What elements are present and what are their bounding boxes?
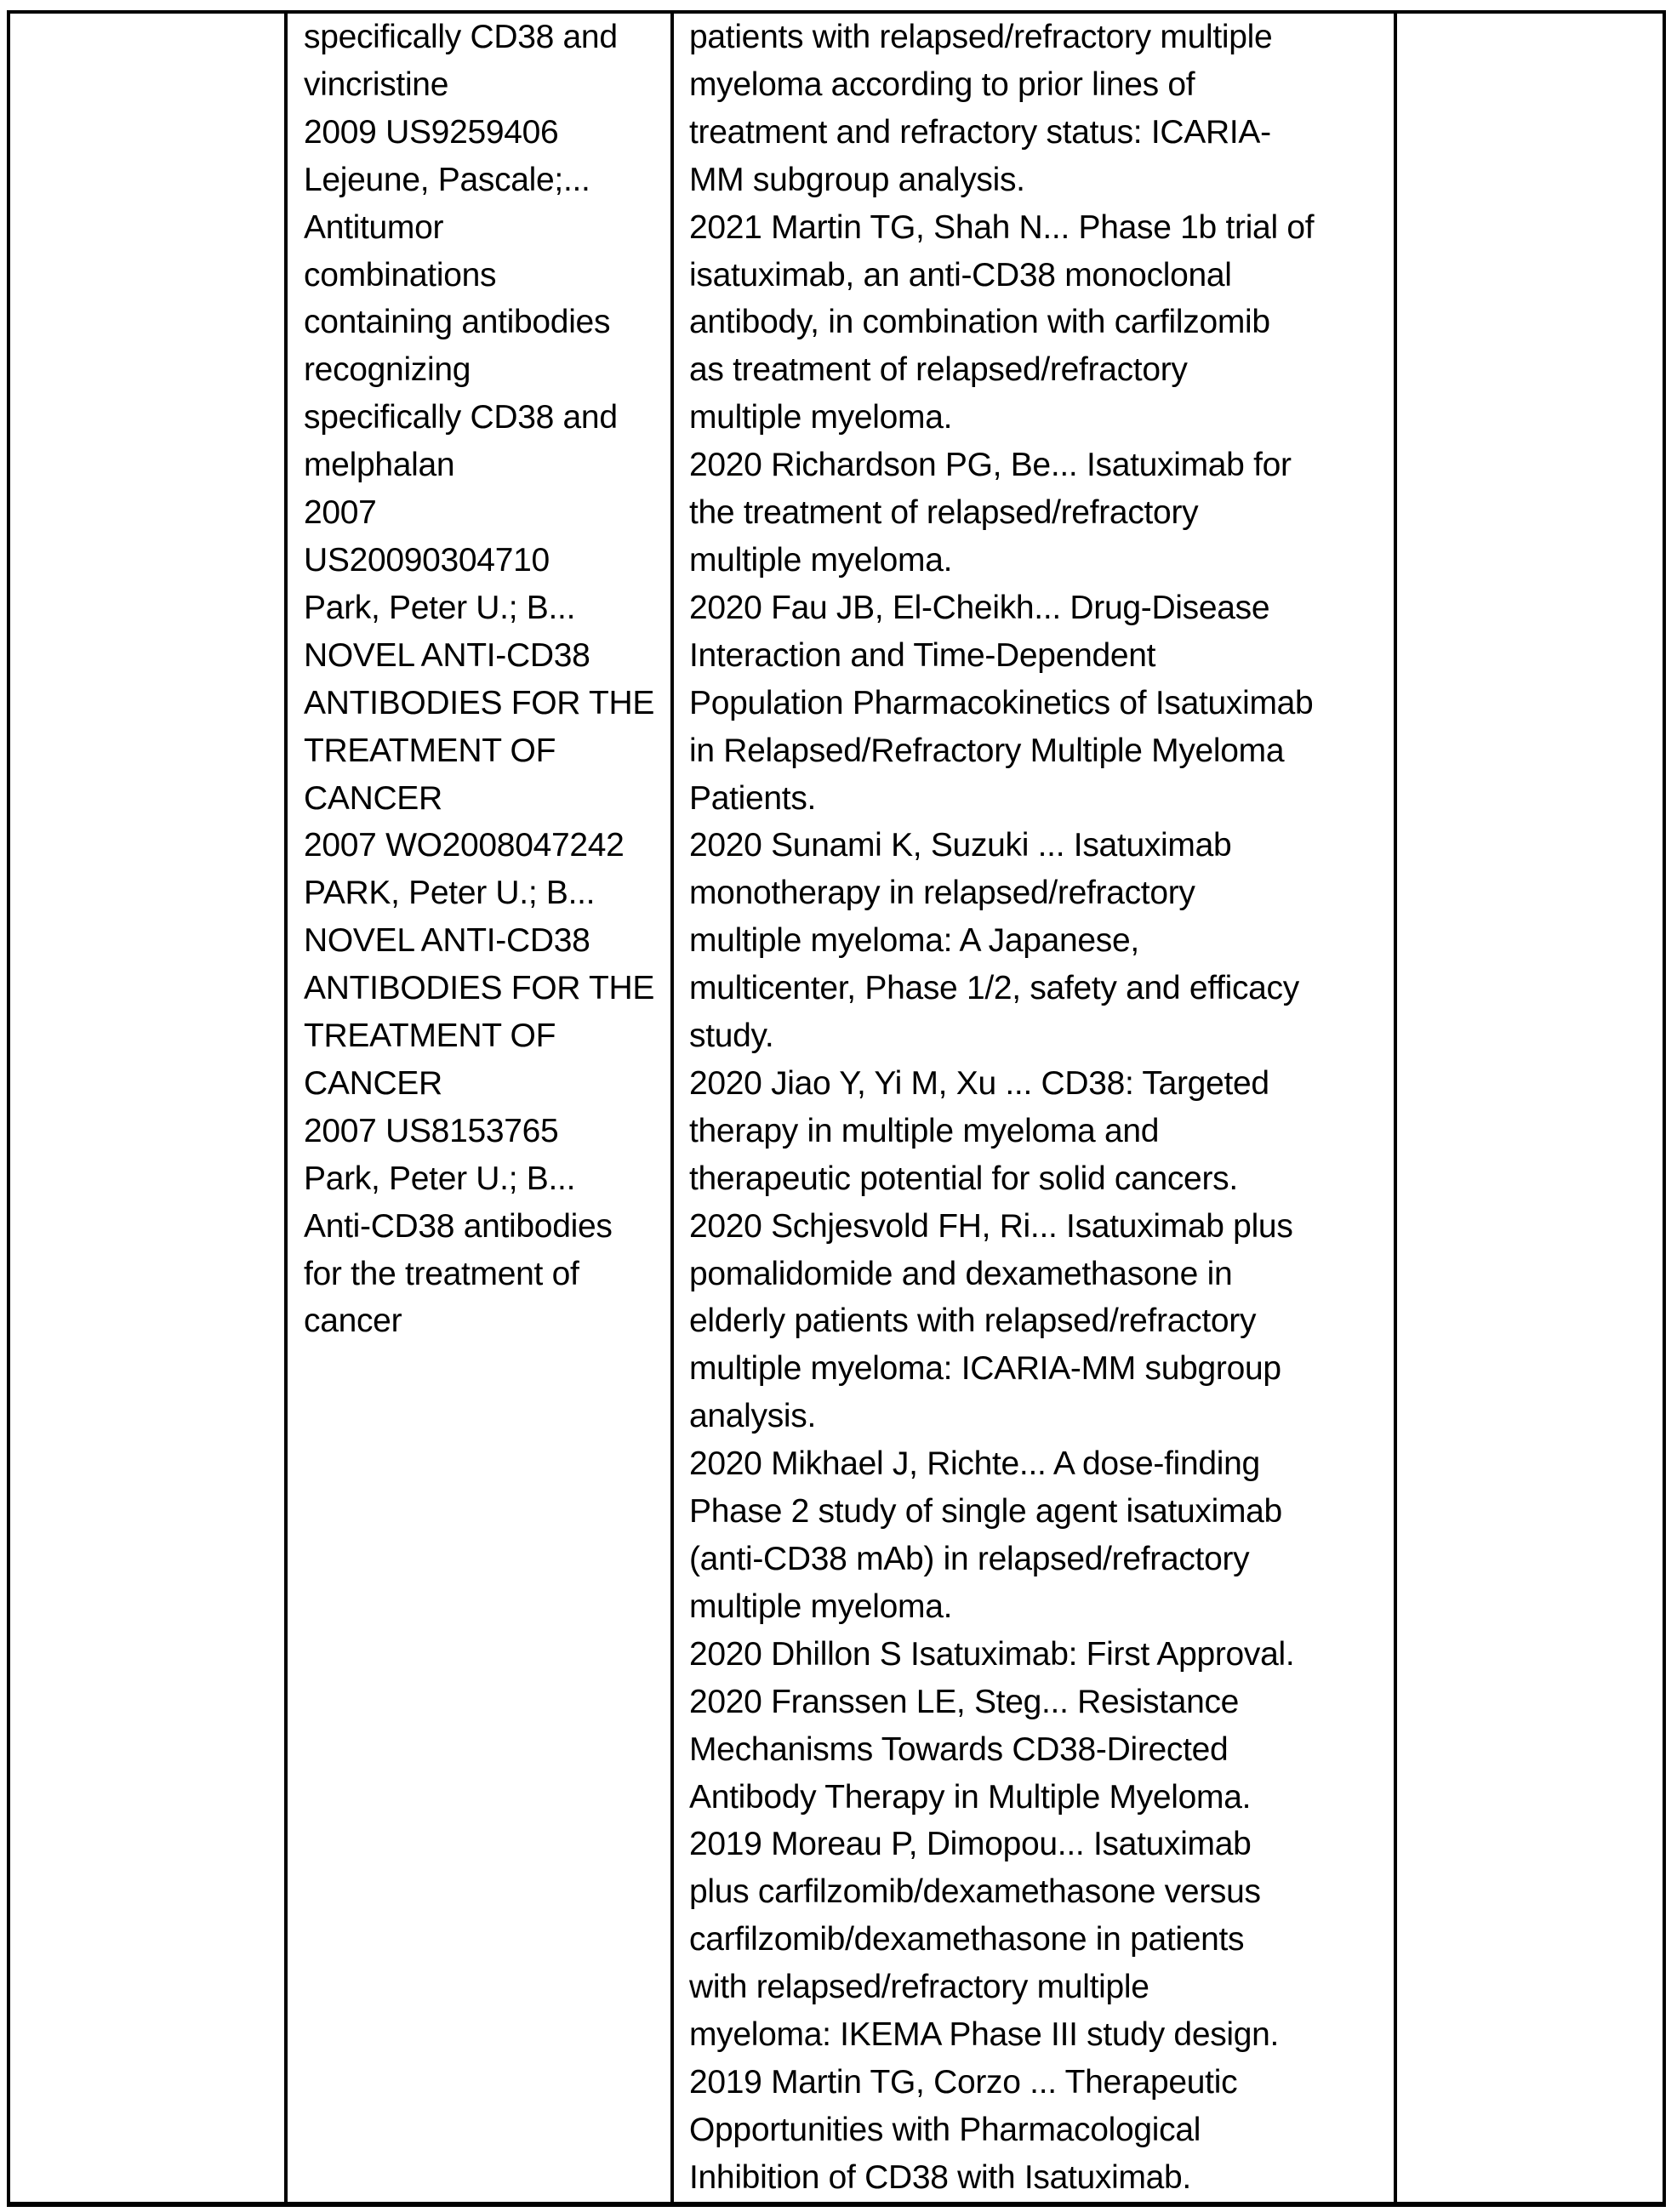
text-line: elderly patients with relapsed/refractory xyxy=(689,1303,1257,1340)
text-line: therapy in multiple myeloma and xyxy=(689,1112,1160,1149)
text-line: recognizing xyxy=(304,351,471,389)
text-line: PARK, Peter U.; B... xyxy=(304,875,596,912)
text-line: study. xyxy=(689,1018,774,1055)
text-line: 2020 Fau JB, El-Cheikh... Drug-Disease xyxy=(689,589,1270,626)
text-line: 2020 Sunami K, Suzuki ... Isatuximab xyxy=(689,827,1232,864)
references-table xyxy=(7,10,1666,2207)
text-line: isatuximab, an anti-CD38 monoclonal xyxy=(689,256,1232,294)
publications-cell xyxy=(674,14,1397,2202)
patents-cell xyxy=(288,14,674,2202)
text-line: 2007 WO2008047242 xyxy=(304,827,625,864)
text-line: multiple myeloma: ICARIA-MM subgroup xyxy=(689,1350,1281,1388)
text-line: 2020 Jiao Y, Yi M, Xu ... CD38: Targeted xyxy=(689,1064,1269,1102)
text-line: ANTIBODIES FOR THE xyxy=(304,970,655,1007)
text-line: specifically CD38 and xyxy=(304,19,618,55)
text-line: 2019 Martin TG, Corzo ... Therapeutic xyxy=(689,2063,1238,2101)
text-line: 2021 Martin TG, Shah N... Phase 1b trial of xyxy=(689,208,1315,246)
text-line: melphalan xyxy=(304,447,455,484)
text-line: 2009 US9259406 xyxy=(304,113,559,151)
text-line: Phase 2 study of single agent isatuximab xyxy=(689,1493,1282,1531)
text-line: TREATMENT OF xyxy=(304,732,556,769)
text-line: multiple myeloma. xyxy=(689,1588,953,1625)
text-line: myeloma according to prior lines of xyxy=(689,66,1195,103)
text-line: multiple myeloma. xyxy=(689,399,953,436)
text-line: carfilzomib/dexamethasone in patients xyxy=(689,1921,1245,1958)
text-line: Opportunities with Pharmacological xyxy=(689,2111,1201,2148)
text-line: Lejeune, Pascale;... xyxy=(304,161,590,198)
text-line: CANCER xyxy=(304,1064,442,1102)
text-line: MM subgroup analysis. xyxy=(689,161,1025,198)
text-line: therapeutic potential for solid cancers. xyxy=(689,1160,1238,1197)
text-line: for the treatment of xyxy=(304,1255,579,1292)
text-line: NOVEL ANTI-CD38 xyxy=(304,636,590,674)
text-line: multiple myeloma. xyxy=(689,541,953,579)
text-line: ANTIBODIES FOR THE xyxy=(304,684,655,721)
text-line: (anti-CD38 mAb) in relapsed/refractory xyxy=(689,1541,1250,1577)
text-line: Antitumor xyxy=(304,208,444,246)
text-line: containing antibodies xyxy=(304,304,611,341)
text-line: 2020 Mikhael J, Richte... A dose-finding xyxy=(689,1445,1260,1483)
text-line: with relapsed/refractory multiple xyxy=(689,1969,1149,2006)
text-line: Interaction and Time-Dependent xyxy=(689,636,1156,674)
empty-cell-right xyxy=(1397,14,1663,2202)
text-line: in Relapsed/Refractory Multiple Myeloma xyxy=(689,732,1285,769)
text-line: 2020 Dhillon S Isatuximab: First Approval. xyxy=(689,1635,1295,1673)
text-line: 2007 xyxy=(304,494,377,532)
text-line: as treatment of relapsed/refractory xyxy=(689,351,1188,389)
text-line: multiple myeloma: A Japanese, xyxy=(689,922,1139,960)
text-line: Park, Peter U.; B... xyxy=(304,1160,576,1197)
text-line: myeloma: IKEMA Phase III study design. xyxy=(689,2016,1280,2054)
empty-cell-left xyxy=(10,14,288,2202)
text-line: Population Pharmacokinetics of Isatuximab xyxy=(689,684,1314,721)
text-line: 2020 Schjesvold FH, Ri... Isatuximab plus xyxy=(689,1207,1293,1245)
text-line: plus carfilzomib/dexamethasone versus xyxy=(689,1873,1261,1911)
text-line: Mechanisms Towards CD38-Directed xyxy=(689,1730,1229,1768)
text-line: cancer xyxy=(304,1303,402,1340)
text-line: 2020 Richardson PG, Be... Isatuximab for xyxy=(689,447,1292,484)
text-line: US20090304710 xyxy=(304,541,550,579)
text-line: NOVEL ANTI-CD38 xyxy=(304,922,590,960)
text-line: multicenter, Phase 1/2, safety and efficacy xyxy=(689,970,1299,1007)
text-line: specifically CD38 and xyxy=(304,399,618,436)
text-line: analysis. xyxy=(689,1398,817,1435)
text-line: pomalidomide and dexamethasone in xyxy=(689,1255,1233,1292)
text-line: 2007 US8153765 xyxy=(304,1112,559,1149)
text-line: treatment and refractory status: ICARIA- xyxy=(689,113,1271,151)
text-line: CANCER xyxy=(304,779,442,817)
text-line: the treatment of relapsed/refractory xyxy=(689,494,1199,532)
text-line: Inhibition of CD38 with Isatuximab. xyxy=(689,2158,1191,2196)
text-line: TREATMENT OF xyxy=(304,1018,556,1055)
text-line: Park, Peter U.; B... xyxy=(304,589,576,626)
text-line: monotherapy in relapsed/refractory xyxy=(689,875,1195,912)
text-line: Anti-CD38 antibodies xyxy=(304,1207,613,1245)
text-line: combinations xyxy=(304,256,497,294)
text-line: vincristine xyxy=(304,66,449,103)
text-line: Antibody Therapy in Multiple Myeloma. xyxy=(689,1778,1252,1816)
text-line: Patients. xyxy=(689,779,817,817)
text-line: 2019 Moreau P, Dimopou... Isatuximab xyxy=(689,1826,1252,1863)
text-line: 2020 Franssen LE, Steg... Resistance xyxy=(689,1683,1240,1720)
text-line: patients with relapsed/refractory multiple xyxy=(689,19,1273,55)
text-line: antibody, in combination with carfilzomib xyxy=(689,304,1270,341)
